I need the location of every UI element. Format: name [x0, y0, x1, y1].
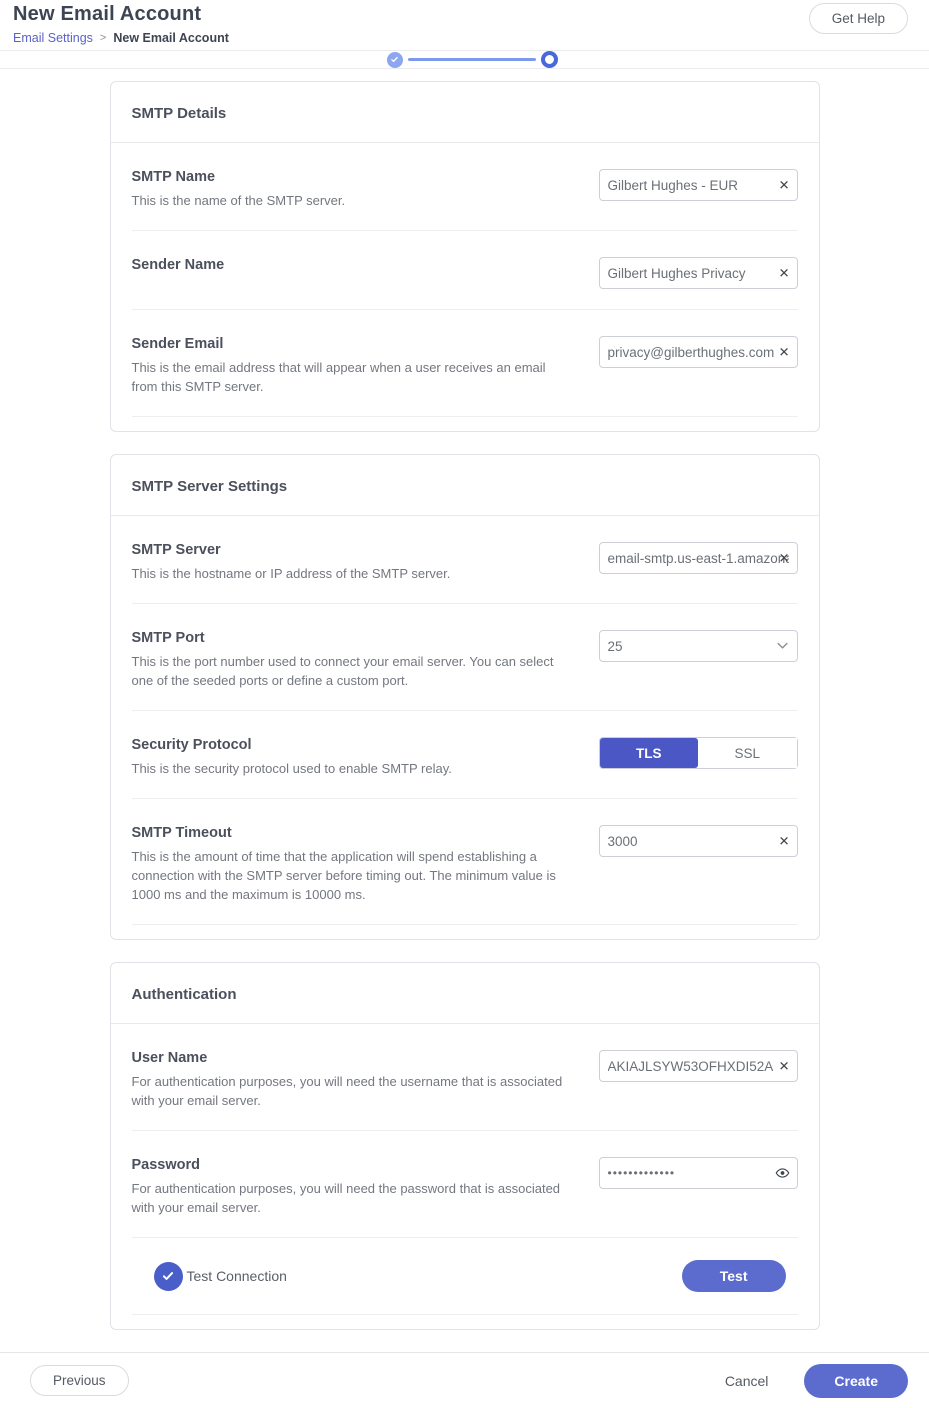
create-button[interactable]: Create: [804, 1364, 908, 1398]
breadcrumb: [13, 31, 229, 45]
sender-name-input-wrap: [599, 257, 798, 289]
password-label: Password: [131, 1157, 200, 1173]
smtp-details-title: SMTP Details: [111, 82, 819, 143]
smtp-timeout-row: [132, 799, 798, 925]
test-connection-row: [132, 1238, 798, 1315]
wizard-stepper: [387, 51, 558, 68]
sender-email-row: [132, 310, 798, 417]
smtp-timeout-info: [132, 825, 572, 904]
main-content: [0, 69, 929, 1352]
user-name-description: For authentication purposes, you will need the username that is associated with your email server.: [131, 1074, 563, 1108]
page-title: New Email Account: [13, 3, 202, 25]
smtp-server-settings-body: [111, 516, 819, 939]
smtp-server-description: This is the hostname or IP address of the SMTP server.: [131, 566, 451, 581]
page-footer: [0, 1352, 929, 1408]
clear-icon[interactable]: ✕: [778, 344, 790, 360]
sender-email-label: Sender Email: [131, 336, 224, 352]
security-protocol-label: Security Protocol: [131, 737, 252, 753]
password-input[interactable]: [599, 1157, 798, 1189]
sender-name-label: Sender Name: [131, 257, 225, 273]
clear-icon[interactable]: ✕: [778, 1058, 790, 1074]
chevron-down-icon: [777, 643, 788, 650]
smtp-port-row: [132, 604, 798, 711]
smtp-server-info: [132, 542, 572, 583]
smtp-port-select[interactable]: [599, 630, 798, 662]
smtp-name-label: SMTP Name: [131, 169, 216, 185]
test-connection-label: Test Connection: [186, 1268, 287, 1284]
security-protocol-description: This is the security protocol used to enable SMTP relay.: [131, 761, 452, 776]
step-1-completed[interactable]: [387, 52, 403, 68]
sender-name-info: [132, 257, 572, 273]
security-protocol-toggle: [599, 737, 798, 769]
user-name-label: User Name: [131, 1050, 208, 1066]
eye-icon[interactable]: [775, 1166, 790, 1181]
cancel-button[interactable]: Cancel: [724, 1372, 769, 1389]
smtp-details-body: [111, 143, 819, 431]
smtp-server-label: SMTP Server: [131, 542, 221, 558]
smtp-timeout-description: This is the amount of time that the application will spend establishing a connection with the SMTP server before timing out. The minimum value is 1000 ms and the maximum is 10000 ms.: [131, 849, 556, 902]
smtp-port-description: This is the port number used to connect your email server. You can select one of the seeded ports or define a custom port.: [131, 654, 554, 688]
sender-name-row: [132, 231, 798, 310]
smtp-name-info: [132, 169, 572, 210]
smtp-server-settings-title: SMTP Server Settings: [111, 455, 819, 516]
smtp-server-row: [132, 516, 798, 604]
check-icon: [161, 1269, 175, 1283]
smtp-timeout-input[interactable]: [599, 825, 798, 857]
smtp-name-input[interactable]: [599, 169, 798, 201]
authentication-body: [111, 1024, 819, 1329]
sender-email-input[interactable]: [599, 336, 798, 368]
smtp-name-row: [132, 143, 798, 231]
user-name-row: [132, 1024, 798, 1131]
sender-email-description: This is the email address that will appear when a user receives an email from this SMTP server.: [131, 360, 546, 394]
sender-email-info: [132, 336, 572, 396]
smtp-port-selected-value: 25: [607, 638, 623, 654]
password-info: [132, 1157, 572, 1217]
breadcrumb-link-email-settings[interactable]: Email Settings: [13, 31, 93, 45]
smtp-name-input-wrap: [599, 169, 798, 201]
stepper-band: [0, 51, 929, 69]
password-input-wrap: [599, 1157, 798, 1189]
user-name-input-wrap: [599, 1050, 798, 1082]
smtp-server-settings-card: [110, 454, 820, 940]
step-2-current[interactable]: [541, 51, 558, 68]
authentication-card: [110, 962, 820, 1330]
password-description: For authentication purposes, you will need the password that is associated with your email server.: [131, 1181, 561, 1215]
sender-email-input-wrap: [599, 336, 798, 368]
clear-icon[interactable]: ✕: [778, 265, 790, 281]
password-row: [132, 1131, 798, 1238]
authentication-title: Authentication: [111, 963, 819, 1024]
smtp-timeout-input-wrap: [599, 825, 798, 857]
test-connection-checkbox[interactable]: [154, 1262, 183, 1291]
smtp-server-input[interactable]: [599, 542, 798, 574]
stepper-connector: [408, 58, 536, 61]
header-left: [13, 3, 229, 45]
ssl-option[interactable]: SSL: [698, 738, 797, 768]
smtp-server-input-wrap: [599, 542, 798, 574]
check-icon: [390, 55, 399, 64]
user-name-info: [132, 1050, 572, 1110]
security-protocol-row: [132, 711, 798, 799]
smtp-timeout-label: SMTP Timeout: [131, 825, 232, 841]
clear-icon[interactable]: ✕: [778, 177, 790, 193]
smtp-port-label: SMTP Port: [131, 630, 205, 646]
page-header: [0, 0, 929, 51]
tls-option[interactable]: TLS: [600, 738, 699, 768]
smtp-name-description: This is the name of the SMTP server.: [131, 193, 346, 208]
user-name-input[interactable]: [599, 1050, 798, 1082]
smtp-port-info: [132, 630, 572, 690]
smtp-details-card: [110, 81, 820, 432]
security-protocol-info: [132, 737, 572, 778]
clear-icon[interactable]: ✕: [778, 550, 790, 566]
sender-name-input[interactable]: [599, 257, 798, 289]
clear-icon[interactable]: ✕: [778, 833, 790, 849]
previous-button[interactable]: Previous: [30, 1365, 129, 1396]
test-button[interactable]: Test: [682, 1260, 786, 1292]
get-help-button[interactable]: Get Help: [809, 3, 908, 34]
breadcrumb-current: New Email Account: [113, 31, 229, 45]
breadcrumb-separator: >: [99, 32, 107, 44]
